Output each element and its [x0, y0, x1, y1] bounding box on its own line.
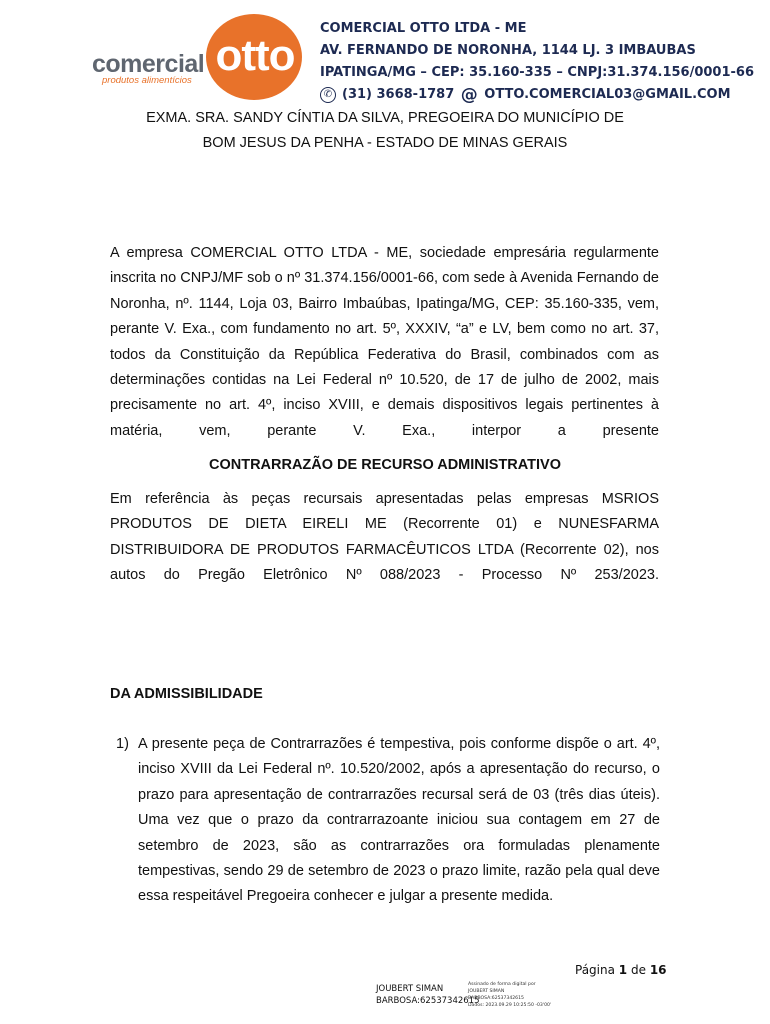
phone-icon: ✆ [320, 87, 336, 103]
digital-signature [468, 981, 551, 1009]
reference-paragraph: Em referência às peças recursais apresentadas pelas empresas MSRIOS PRODUTOS DE DIETA EIRELI ME (Recorrente 01) e NUNESFARMA DISTRIBUIDORA DE PRODUTOS FARMACÊUTICOS LTDA (Recorrente 02), nos autos do Pregão Eletrônico Nº 088/2023 - Processo Nº 253/2023. [110, 491, 659, 584]
page-current: 1 [618, 963, 628, 977]
at-icon: @ [460, 85, 478, 105]
company-info [320, 18, 754, 106]
signature-line-1: Assinado de forma digital por [468, 982, 536, 987]
document-title: CONTRARRAZÃO DE RECURSO ADMINISTRATIVO [208, 457, 562, 473]
page-number [575, 963, 667, 977]
company-email: OTTO.COMERCIAL03@GMAIL.COM [484, 87, 731, 102]
contact-line [320, 84, 754, 106]
logo-subtitle: produtos alimentícios [102, 75, 192, 86]
signature-line-2: JOUBERT SIMAN [468, 989, 505, 994]
company-address: AV. FERNANDO DE NORONHA, 1144 LJ. 3 IMBAUBAS [320, 43, 696, 58]
list-item-number: 1) [116, 736, 129, 752]
logo-word-otto: otto [215, 31, 295, 80]
signer-line-1: JOUBERT SIMAN [376, 984, 444, 994]
list-item: A presente peça de Contrarrazões é tempestiva, pois conforme dispõe o art. 4º, inciso XVIII da Lei Federal nº. 10.520/2002, após a apresentação do recurso, o prazo para apresentação de contrarrazões recursal será de 03 (três dias úteis). Uma vez que o prazo da contrarrazoante iniciou sua contagem em 27 de setembro de 2023, são as contrarrazões ora formuladas plenamente tempestivas, sendo 29 de setembro de 2023 o prazo limite, razão pela qual deve essa respeitável Pregoeira conhecer e julgar a presente medida. [138, 736, 660, 905]
signature-line-4: Dados: 2023.09.29 10:25:50 -03'00' [468, 1003, 552, 1008]
company-city-ids: IPATINGA/MG – CEP: 35.160-335 – CNPJ:31.374.156/0001-66 [320, 65, 755, 80]
intro-paragraph: A empresa COMERCIAL OTTO LTDA - ME, sociedade empresária regularmente inscrita no CNPJ/MF sob o nº 31.374.156/0001-66, com sede à Avenida Fernando de Noronha, nº. 1144, Loja 03, Bairro Imbaúbas, Ipatinga/MG, CEP: 35.160-335, vem, perante V. Exa., com fundamento no art. 5º, XXXIV, “a” e LV, bem como no art. 37, todos da Constituição da República Federativa do Brasil, combinados com as determinações contidas na Lei Federal nº 10.520, de 17 de julho de 2002, mais precisamente no art. 4º, inciso XVIII, e demais dispositivos legais pertinentes à matéria, vem, perante V. Exa., interpor a presente [110, 245, 659, 439]
page-total: 16 [649, 963, 667, 977]
addressee [110, 106, 660, 156]
addressee-line-2: BOM JESUS DA PENHA - ESTADO DE MINAS GERAIS [202, 135, 568, 151]
page-of: de [630, 963, 646, 977]
section-heading: DA ADMISSIBILIDADE [110, 686, 263, 702]
page-label: Página [575, 963, 615, 977]
signer-name [376, 983, 480, 1007]
company-logo [90, 14, 302, 100]
addressee-line-1: EXMA. SRA. SANDY CÍNTIA DA SILVA, PREGOEIRA DO MUNICÍPIO DE [146, 110, 624, 126]
company-phone: (31) 3668-1787 [342, 87, 455, 102]
logo-word-comercial: comercial [92, 50, 205, 78]
company-name: COMERCIAL OTTO LTDA - ME [320, 21, 527, 36]
signer-line-2: BARBOSA:62537342615 [376, 996, 480, 1006]
signature-line-3: BARBOSA:62537342615 [468, 996, 524, 1001]
